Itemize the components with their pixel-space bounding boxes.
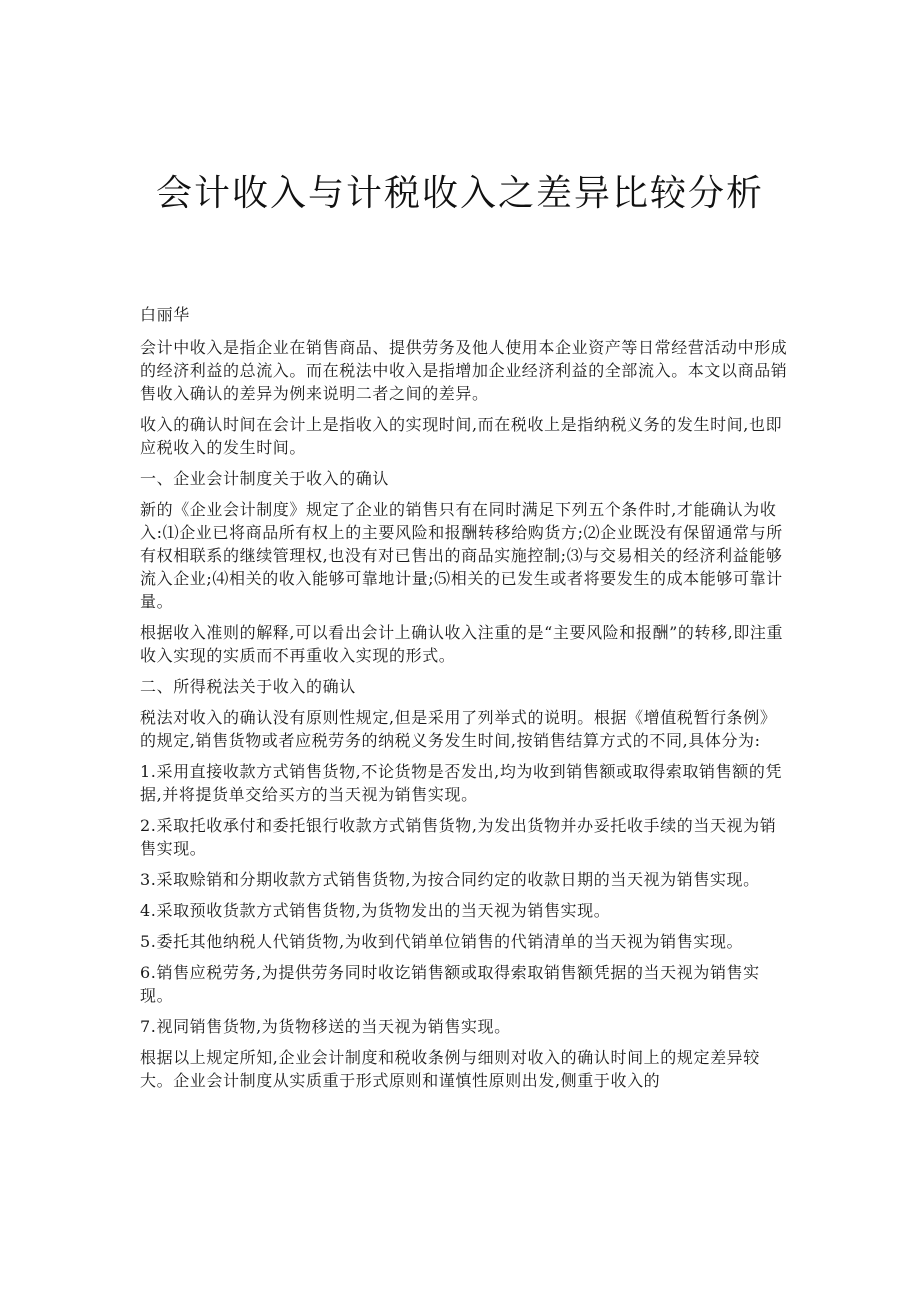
paragraph: 收入的确认时间在会计上是指收入的实现时间,而在税收上是指纳税义务的发生时间,也即应税收入的发生时间。 — [140, 415, 783, 457]
paragraph: 新的《企业会计制度》规定了企业的销售只有在同时满足下列五个条件时,才能确认为收入:⑴企业已将商品所有权上的主要风险和报酬转移给购货方;⑵企业既没有保留通常与所有权相联系的继续管理权,也没有对已售出的商品实施控制;⑶与交易相关的经济利益能够流入企业;⑷相关的收入能够可靠地计量;⑸相关的已发生或者将要发生的成本能够可靠计量。 — [140, 500, 783, 611]
document-body — [140, 303, 790, 1100]
list-item: 3.采取赊销和分期收款方式销售货物,为按合同约定的收款日期的当天视为销售实现。 — [140, 870, 760, 889]
list-item: 4.采取预收货款方式销售货物,为货物发出的当天视为销售实现。 — [140, 901, 611, 920]
list-item: 2.采取托收承付和委托银行收款方式销售货物,为发出货物并办妥托收手续的当天视为销售实现。 — [140, 816, 777, 858]
paragraph: 税法对收入的确认没有原则性规定,但是采用了列举式的说明。根据《增值税暂行条例》的规定,销售货物或者应税劳务的纳税义务发生时间,按销售结算方式的不同,具体分为: — [140, 708, 777, 750]
document-title: 会计收入与计税收入之差异比较分析 — [155, 173, 764, 214]
list-item: 1.采用直接收款方式销售货物,不论货物是否发出,均为收到销售额或取得索取销售额的凭据,并将提货单交给买方的当天视为销售实现。 — [140, 762, 783, 804]
list-item: 7.视同销售货物,为货物移送的当天视为销售实现。 — [140, 1017, 511, 1036]
author-name: 白丽华 — [140, 305, 190, 324]
paragraph: 根据收入准则的解释,可以看出会计上确认收入注重的是“主要风险和报酬”的转移,即注重收入实现的实质而不再重收入实现的形式。 — [140, 623, 784, 665]
paragraph: 会计中收入是指企业在销售商品、提供劳务及他人使用本企业资产等日常经营活动中形成的经济利益的总流入。而在税法中收入是指增加企业经济利益的全部流入。本文以商品销售收入确认的差异为例来说明二者之间的差异。 — [140, 338, 788, 403]
list-item: 6.销售应税劳务,为提供劳务同时收讫销售额或取得索取销售额凭据的当天视为销售实现。 — [140, 963, 760, 1005]
section-heading: 一、企业会计制度关于收入的确认 — [140, 469, 390, 488]
paragraph: 根据以上规定所知,企业会计制度和税收条例与细则对收入的确认时间上的规定差异较大。企业会计制度从实质重于形式原则和谨慎性原则出发,侧重于收入的 — [140, 1048, 760, 1090]
list-item: 5.委托其他纳税人代销货物,为收到代销单位销售的代销清单的当天视为销售实现。 — [140, 932, 744, 951]
section-heading: 二、所得税法关于收入的确认 — [140, 677, 356, 696]
